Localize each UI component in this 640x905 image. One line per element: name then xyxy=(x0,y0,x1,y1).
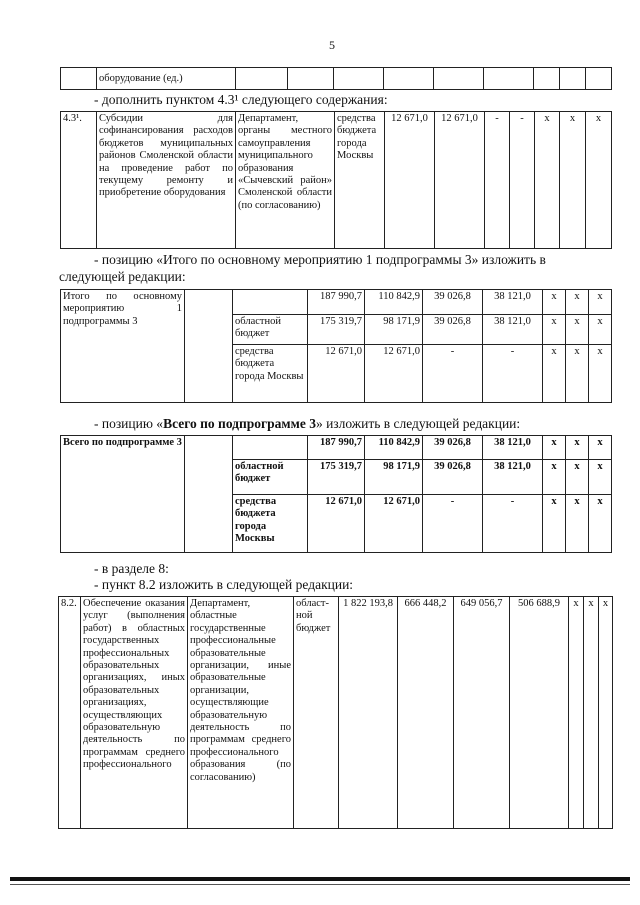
grand-label: Всего по подпрограмме 3 xyxy=(61,436,185,553)
grand-row2-v1: 175 319,7 xyxy=(308,460,365,495)
total-empty xyxy=(185,290,233,403)
grand-row1-v1: 187 990,7 xyxy=(308,436,365,460)
total-row3-source: средства бюджета города Москвы xyxy=(233,345,308,403)
cell-equipment: оборудование (ед.) xyxy=(97,68,236,90)
item82-x1: x xyxy=(569,597,584,829)
grand-row2-x2: x xyxy=(566,460,589,495)
paragraph-grand-total: - позицию «Всего по подпрограмме 3» изложить в следующей редакции: xyxy=(94,416,521,431)
grand-row2-x3: x xyxy=(589,460,612,495)
total-row3-x1: x xyxy=(543,345,566,403)
total-label: Итого по основному мероприятию 1 подпрограммы 3 xyxy=(61,290,185,403)
footer-rule xyxy=(10,877,630,881)
item82-x2: x xyxy=(584,597,599,829)
grand-row3-source: средства бюджета города Москвы xyxy=(233,495,308,553)
paragraph-item-8-2: - пункт 8.2 изложить в следующей редакции: xyxy=(94,577,354,592)
grand-row2-v2: 98 171,9 xyxy=(365,460,423,495)
total-row1-x2: x xyxy=(566,290,589,315)
total-row1-source xyxy=(233,290,308,315)
total-row1-v4: 38 121,0 xyxy=(483,290,543,315)
item82-v4: 506 688,9 xyxy=(510,597,569,829)
item-number: 4.3¹. xyxy=(61,112,97,249)
total-row3-x2: x xyxy=(566,345,589,403)
total-row2-v4: 38 121,0 xyxy=(483,315,543,345)
total-row2-x2: x xyxy=(566,315,589,345)
item82-name: Обеспечение оказания услуг (выполнения работ) в областных государственных профессиональных образовательных организациях, иных образовательных организациях, осуществляющих образовательную деятельность по программам среднего профессионального xyxy=(81,597,188,829)
total-row2-v3: 39 026,8 xyxy=(423,315,483,345)
item82-x3: x xyxy=(599,597,613,829)
total-row3-v3: - xyxy=(423,345,483,403)
total-row1-v3: 39 026,8 xyxy=(423,290,483,315)
item82-v3: 649 056,7 xyxy=(454,597,510,829)
total-row2-x3: x xyxy=(589,315,612,345)
cell-empty xyxy=(61,68,97,90)
total-row2-v2: 98 171,9 xyxy=(365,315,423,345)
grand-row2-v3: 39 026,8 xyxy=(423,460,483,495)
item-value-1: 12 671,0 xyxy=(385,112,435,249)
item-x-2: x xyxy=(560,112,586,249)
grand-row2-source: областной бюджет xyxy=(233,460,308,495)
total-row2-source: областной бюджет xyxy=(233,315,308,345)
grand-empty xyxy=(185,436,233,553)
total-row1-v1: 187 990,7 xyxy=(308,290,365,315)
table-item-8-2 xyxy=(58,596,613,829)
grand-row3-v3: - xyxy=(423,495,483,553)
grand-row3-x3: x xyxy=(589,495,612,553)
grand-row3-x1: x xyxy=(543,495,566,553)
grand-row1-x2: x xyxy=(566,436,589,460)
table-continuation xyxy=(60,67,612,90)
paragraph-total-1b: следующей редакции: xyxy=(59,269,186,284)
item82-source: област-ной бюджет xyxy=(294,597,339,829)
total-row3-v2: 12 671,0 xyxy=(365,345,423,403)
grand-row3-v1: 12 671,0 xyxy=(308,495,365,553)
total-row2-v1: 175 319,7 xyxy=(308,315,365,345)
item-source: средства бюджета города Москвы xyxy=(335,112,385,249)
total-row1-x1: x xyxy=(543,290,566,315)
grand-row1-v2: 110 842,9 xyxy=(365,436,423,460)
item82-v2: 666 448,2 xyxy=(398,597,454,829)
grand-row3-x2: x xyxy=(566,495,589,553)
grand-row2-x1: x xyxy=(543,460,566,495)
item82-number: 8.2. xyxy=(59,597,81,829)
grand-row1-v3: 39 026,8 xyxy=(423,436,483,460)
item-x-3: x xyxy=(586,112,612,249)
paragraph-section-8: - в разделе 8: xyxy=(94,561,169,576)
total-row3-v1: 12 671,0 xyxy=(308,345,365,403)
item-x-1: x xyxy=(535,112,560,249)
item82-v1: 1 822 193,8 xyxy=(339,597,398,829)
grand-row1-x1: x xyxy=(543,436,566,460)
grand-row1-x3: x xyxy=(589,436,612,460)
table-total-measure-1 xyxy=(60,289,612,403)
total-row1-v2: 110 842,9 xyxy=(365,290,423,315)
grand-row3-v4: - xyxy=(483,495,543,553)
item-value-4: - xyxy=(510,112,535,249)
table-item-4-3-1 xyxy=(60,111,612,249)
grand-row3-v2: 12 671,0 xyxy=(365,495,423,553)
grand-row1-source xyxy=(233,436,308,460)
total-row3-x3: x xyxy=(589,345,612,403)
footer-rule-thin xyxy=(10,884,630,885)
total-row1-x3: x xyxy=(589,290,612,315)
item82-executor: Департамент, областные государственные профессиональные образовательные организации, иные образовательные организации, осуществляющие образовательную деятельность по программам среднего профессионального образования (по согласованию) xyxy=(188,597,294,829)
paragraph-add-item: - дополнить пунктом 4.3¹ следующего содержания: xyxy=(94,92,388,107)
grand-row2-v4: 38 121,0 xyxy=(483,460,543,495)
table-grand-total xyxy=(60,435,612,553)
item-name: Субсидии для софинансирования расходов бюджетов муниципальных районов Смоленской области на проведение работ по текущему ремонту и приобретение оборудования xyxy=(97,112,236,249)
item-value-2: 12 671,0 xyxy=(435,112,485,249)
page-number: 5 xyxy=(329,38,335,52)
item-executor: Департамент, органы местного самоуправления муниципального образования «Сычевский район» Смоленской области (по согласованию) xyxy=(236,112,335,249)
paragraph-total-1: - позицию «Итого по основному мероприятию 1 подпрограммы 3» изложить в xyxy=(94,252,546,267)
total-row2-x1: x xyxy=(543,315,566,345)
grand-total-bold: Всего по подпрограмме 3 xyxy=(163,416,316,431)
total-row3-v4: - xyxy=(483,345,543,403)
item-value-3: - xyxy=(485,112,510,249)
grand-row1-v4: 38 121,0 xyxy=(483,436,543,460)
